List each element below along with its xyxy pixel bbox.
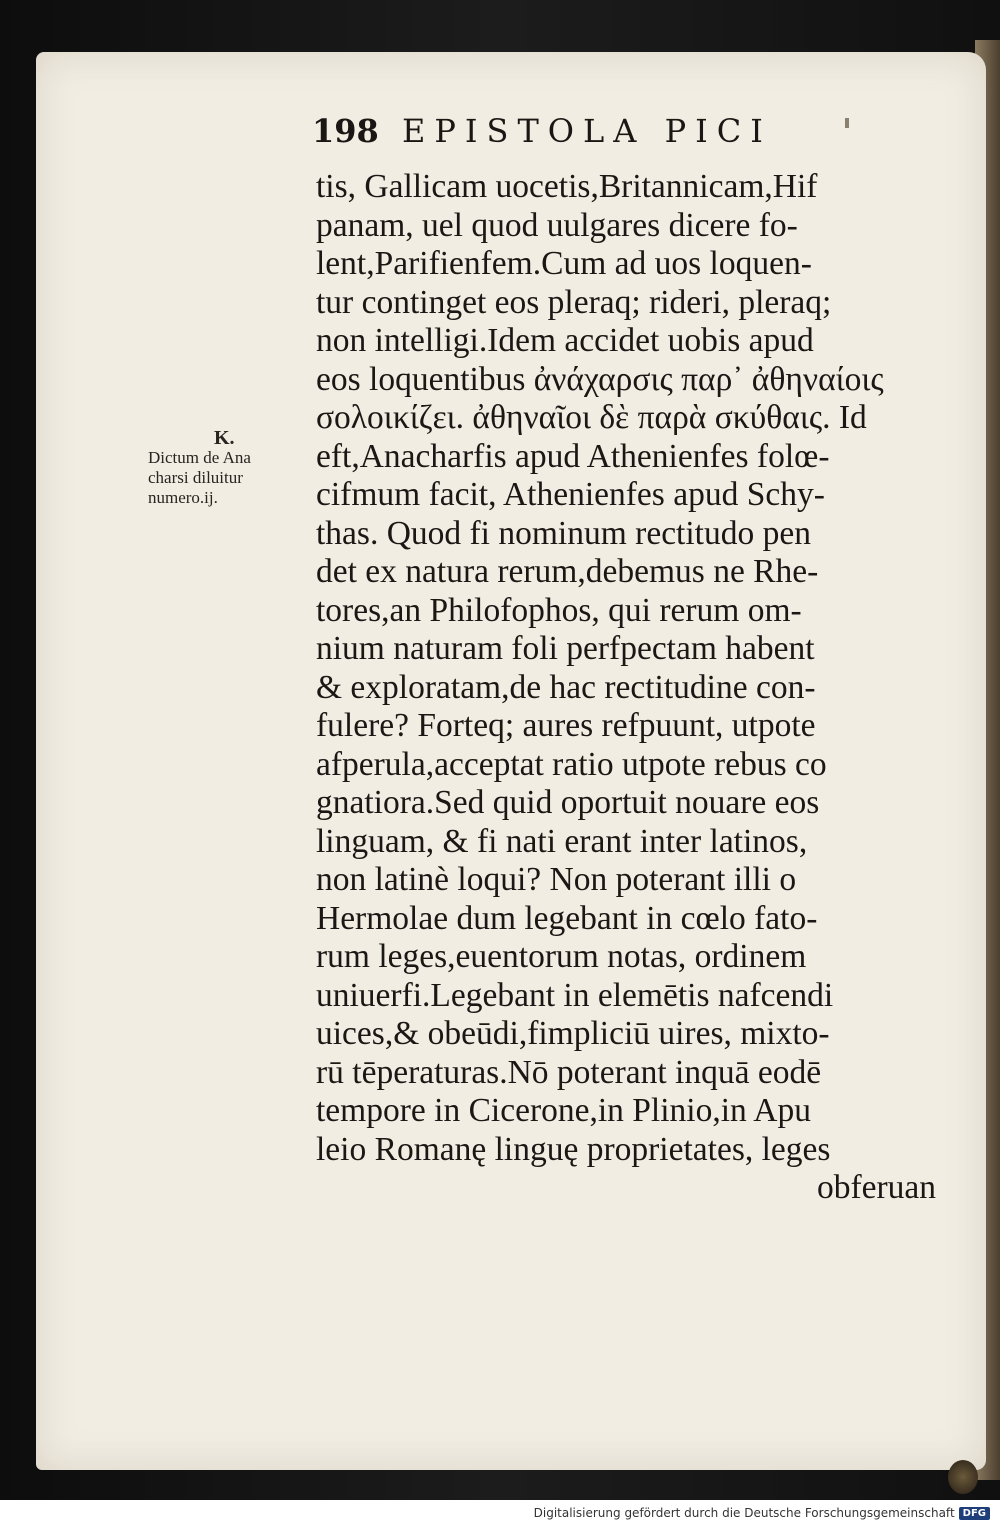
text-line: σολοικίζει. ἀθηναῖοι δὲ παρὰ σκύθαις. Id [316, 399, 867, 436]
text-line: Hermolae dum legebant in cœlo fato- [316, 899, 818, 937]
page-header [312, 112, 852, 162]
text-line: non intelligi.Idem accidet uobis apud [316, 322, 814, 359]
text-line: & exploratam,de hac rectitudine con- [316, 668, 816, 706]
text-line: tur continget eos pleraq; rideri, pleraq; [316, 283, 832, 321]
text-line: nium naturam foli perfpectam habent [316, 630, 815, 667]
text-line: panam, uel quod uulgares dicere fo- [316, 206, 798, 244]
text-line: tempore in Cicerone,in Plinio,in Apu [316, 1092, 811, 1129]
page-corner-ornament [948, 1460, 978, 1494]
text-line: afperula,acceptat ratio utpote rebus co [316, 745, 827, 783]
marginal-note [148, 428, 318, 508]
page-number: 198 [312, 112, 379, 150]
text-line: det ex natura rerum,debemus ne Rhe- [316, 553, 819, 590]
text-line: lent,Parifienfem.Cum ad uos loquen- [316, 245, 812, 282]
marginal-line: charsi diluitur [148, 468, 243, 487]
text-line: thas. Quod fi nominum rectitudo pen [316, 514, 811, 552]
text-line: linguam, & fi nati erant inter latinos, [316, 822, 808, 860]
text-line: fulere? Forteq; aures refpuunt, utpote [316, 707, 816, 744]
text-line: rum leges,euentorum notas, ordinem [316, 938, 807, 975]
marginal-mark: K. [214, 427, 235, 449]
footer-credit: Digitalisierung gefördert durch die Deutsche Forschungsgemeinschaft [533, 1506, 955, 1520]
text-line: eft,Anacharfis apud Athenienfes folœ- [316, 437, 830, 475]
text-line: non latinè loqui? Non poterant illi o [316, 861, 797, 898]
header-ornament [845, 118, 849, 128]
body-text [316, 168, 936, 1208]
catchword: obferuan [816, 1169, 936, 1206]
footer-bar [0, 1500, 1000, 1526]
marginal-line: Dictum de Ana [148, 448, 251, 467]
text-line: rū tēperaturas.Nō poterant inquā eodē [316, 1053, 822, 1091]
text-line: uices,& obeūdi,fimpliciū uires, mixto- [316, 1015, 830, 1052]
text-line: eos loquentibus ἀνάχαρσις παρ᾽ ἀθηναίοις [316, 360, 884, 398]
text-line: gnatiora.Sed quid oportuit nouare eos [316, 784, 820, 821]
text-line: leio Romanę linguę proprietates, leges [316, 1130, 831, 1168]
dfg-logo: DFG [959, 1507, 990, 1520]
text-line: uniuerfi.Legebant in elemētis nafcendi [316, 976, 834, 1014]
running-head: EPISTOLA PICI [402, 112, 772, 150]
text-line: cifmum facit, Athenienfes apud Schy- [316, 476, 825, 513]
text-line: tis, Gallicam uocetis,Britannicam,Hif [316, 168, 818, 205]
text-line: tores,an Philofophos, qui rerum om- [316, 591, 802, 629]
marginal-line: numero.ij. [148, 488, 218, 507]
